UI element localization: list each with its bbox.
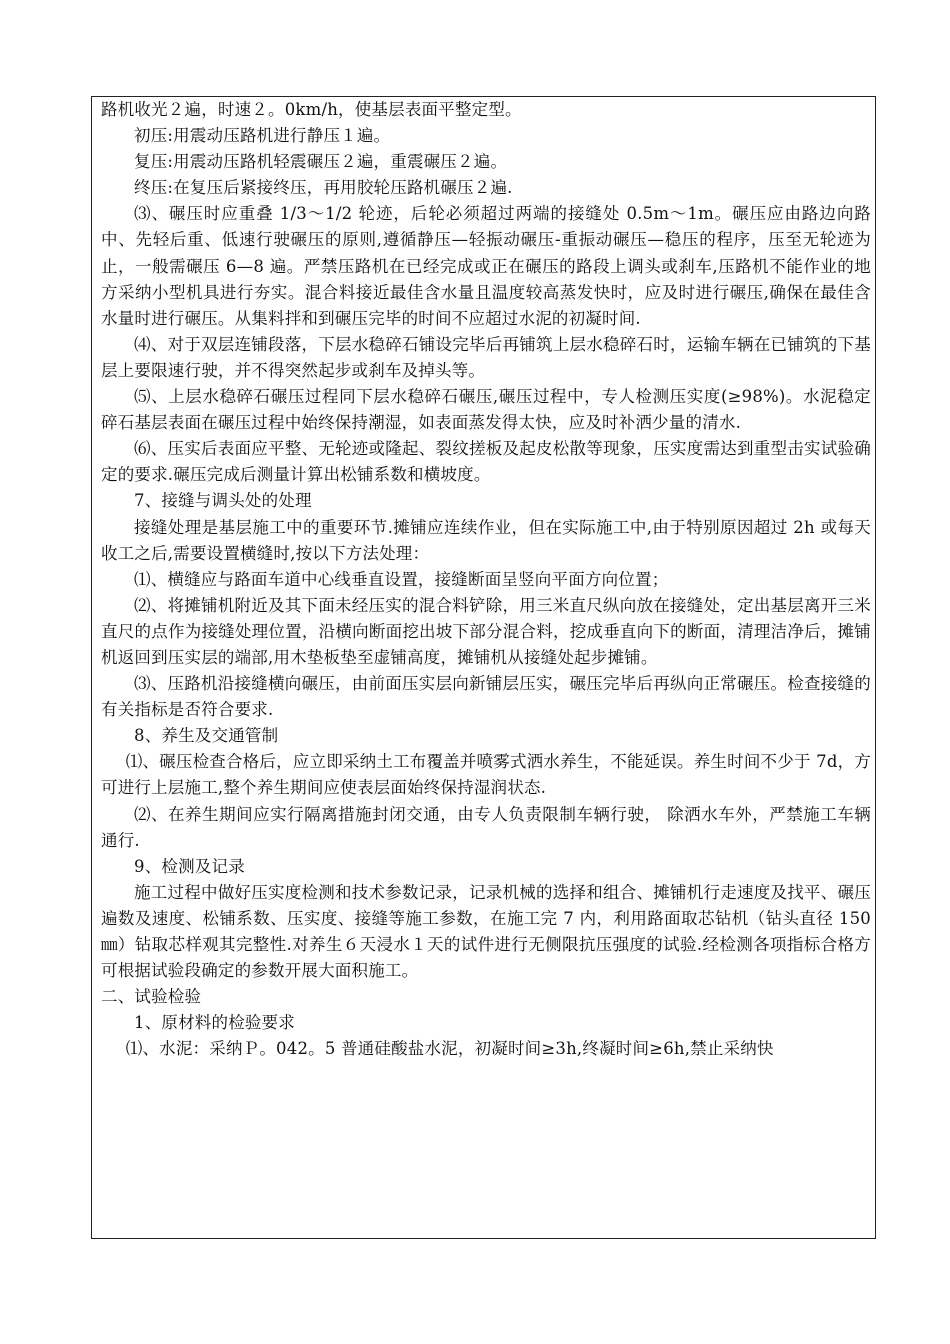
paragraph: ⑶、压路机沿接缝横向碾压，由前面压实层向新铺层压实，碾压完毕后再纵向正常碾压。检查接缝的有关指标是否符合要求. (101, 674, 871, 720)
paragraph: 初压:用震动压路机进行静压１遍。 (134, 126, 391, 146)
section-heading: 9、检测及记录 (134, 856, 245, 876)
paragraph: ⑴、水泥：采纳Ｐ。042。5 普通硅酸盐水泥，初凝时间≥3h,终凝时间≥6h,禁止采纳快 (125, 1039, 774, 1059)
paragraph: 复压:用震动压路机轻震碾压２遍，重震碾压２遍。 (134, 152, 508, 172)
section-heading: 7、接缝与调头处的处理 (134, 491, 312, 511)
paragraph: ⑵、在养生期间应实行隔离措施封闭交通，由专人负责限制车辆行驶， 除洒水车外，严禁施工车辆通行. (101, 804, 871, 850)
section-heading: 8、养生及交通管制 (134, 726, 279, 746)
paragraph: ⑴、横缝应与路面车道中心线垂直设置，接缝断面呈竖向平面方向位置； (134, 569, 669, 589)
paragraph: 终压:在复压后紧接终压，再用胶轮压路机碾压２遍. (134, 178, 513, 198)
paragraph: ⑷、对于双层连铺段落，下层水稳碎石铺设完毕后再铺筑上层水稳碎石时，运输车辆在已铺筑的下基层上要限速行驶，并不得突然起步或刹车及掉头等。 (101, 334, 871, 380)
document-body (101, 97, 871, 1062)
paragraph: ⑹、压实后表面应平整、无轮迹或隆起、裂纹搓板及起皮松散等现象，压实度需达到重型击实试验确定的要求.碾压完成后测量计算出松铺系数和横坡度。 (101, 439, 871, 485)
paragraph: ⑴、碾压检查合格后，应立即采纳土工布覆盖并喷雾式洒水养生，不能延误。养生时间不少于 7d，方可进行上层施工,整个养生期间应使表层面始终保持湿润状态. (101, 752, 871, 798)
paragraph: ⑸、上层水稳碎石碾压过程同下层水稳碎石碾压,碾压过程中，专人检测压实度(≥98%)。水泥稳定碎石基层表面在碾压过程中始终保持潮湿，如表面蒸发得太快，应及时补洒少量的清水. (101, 387, 871, 433)
paragraph: 施工过程中做好压实度检测和技术参数记录，记录机械的选择和组合、摊铺机行走速度及找平、碾压遍数及速度、松铺系数、压实度、接缝等施工参数，在施工完 7 内，利用路面取芯钻机（钻头直径 150㎜）钻取芯样观其完整性.对养生６天浸水１天的试件进行无侧限抗压强度的试验.经检测各项指标合格方可根据试验段确定的参数开展大面积施工。 (101, 882, 871, 981)
section-heading: 1、原材料的检验要求 (134, 1013, 295, 1033)
paragraph: 路机收光２遍，时速２。0km/h，使基层表面平整定型。 (101, 100, 522, 119)
paragraph: 接缝处理是基层施工中的重要环节.摊铺应连续作业，但在实际施工中,由于特别原因超过 2h 或每天收工之后,需要设置横缝时,按以下方法处理： (101, 517, 871, 563)
paragraph: ⑶、碾压时应重叠 1/3～1/2 轮迹，后轮必须超过两端的接缝处 0.5m～1m。碾压应由路边向路中、先轻后重、低速行驶碾压的原则,遵循静压—轻振动碾压-重振动碾压—稳压的程序，压至无轮迹为止，一般需碾压 6—8 遍。严禁压路机在已经完成或正在碾压的路段上调头或刹车,压路机不能作业的地方采纳小型机具进行夯实。混合料接近最佳含水量且温度较高蒸发快时，应及时进行碾压,确保在最佳含水量时进行碾压。从集料拌和到碾压完毕的时间不应超过水泥的初凝时间. (101, 204, 871, 328)
paragraph: ⑵、将摊铺机附近及其下面未经压实的混合料铲除，用三米直尺纵向放在接缝处，定出基层离开三米直尺的点作为接缝处理位置，沿横向断面挖出坡下部分混合料，挖成垂直向下的断面，清理洁净后，摊铺机返回到压实层的端部,用木垫板垫至虚铺高度，摊铺机从接缝处起步摊铺。 (101, 595, 871, 667)
chapter-heading: 二、试验检验 (101, 987, 202, 1007)
